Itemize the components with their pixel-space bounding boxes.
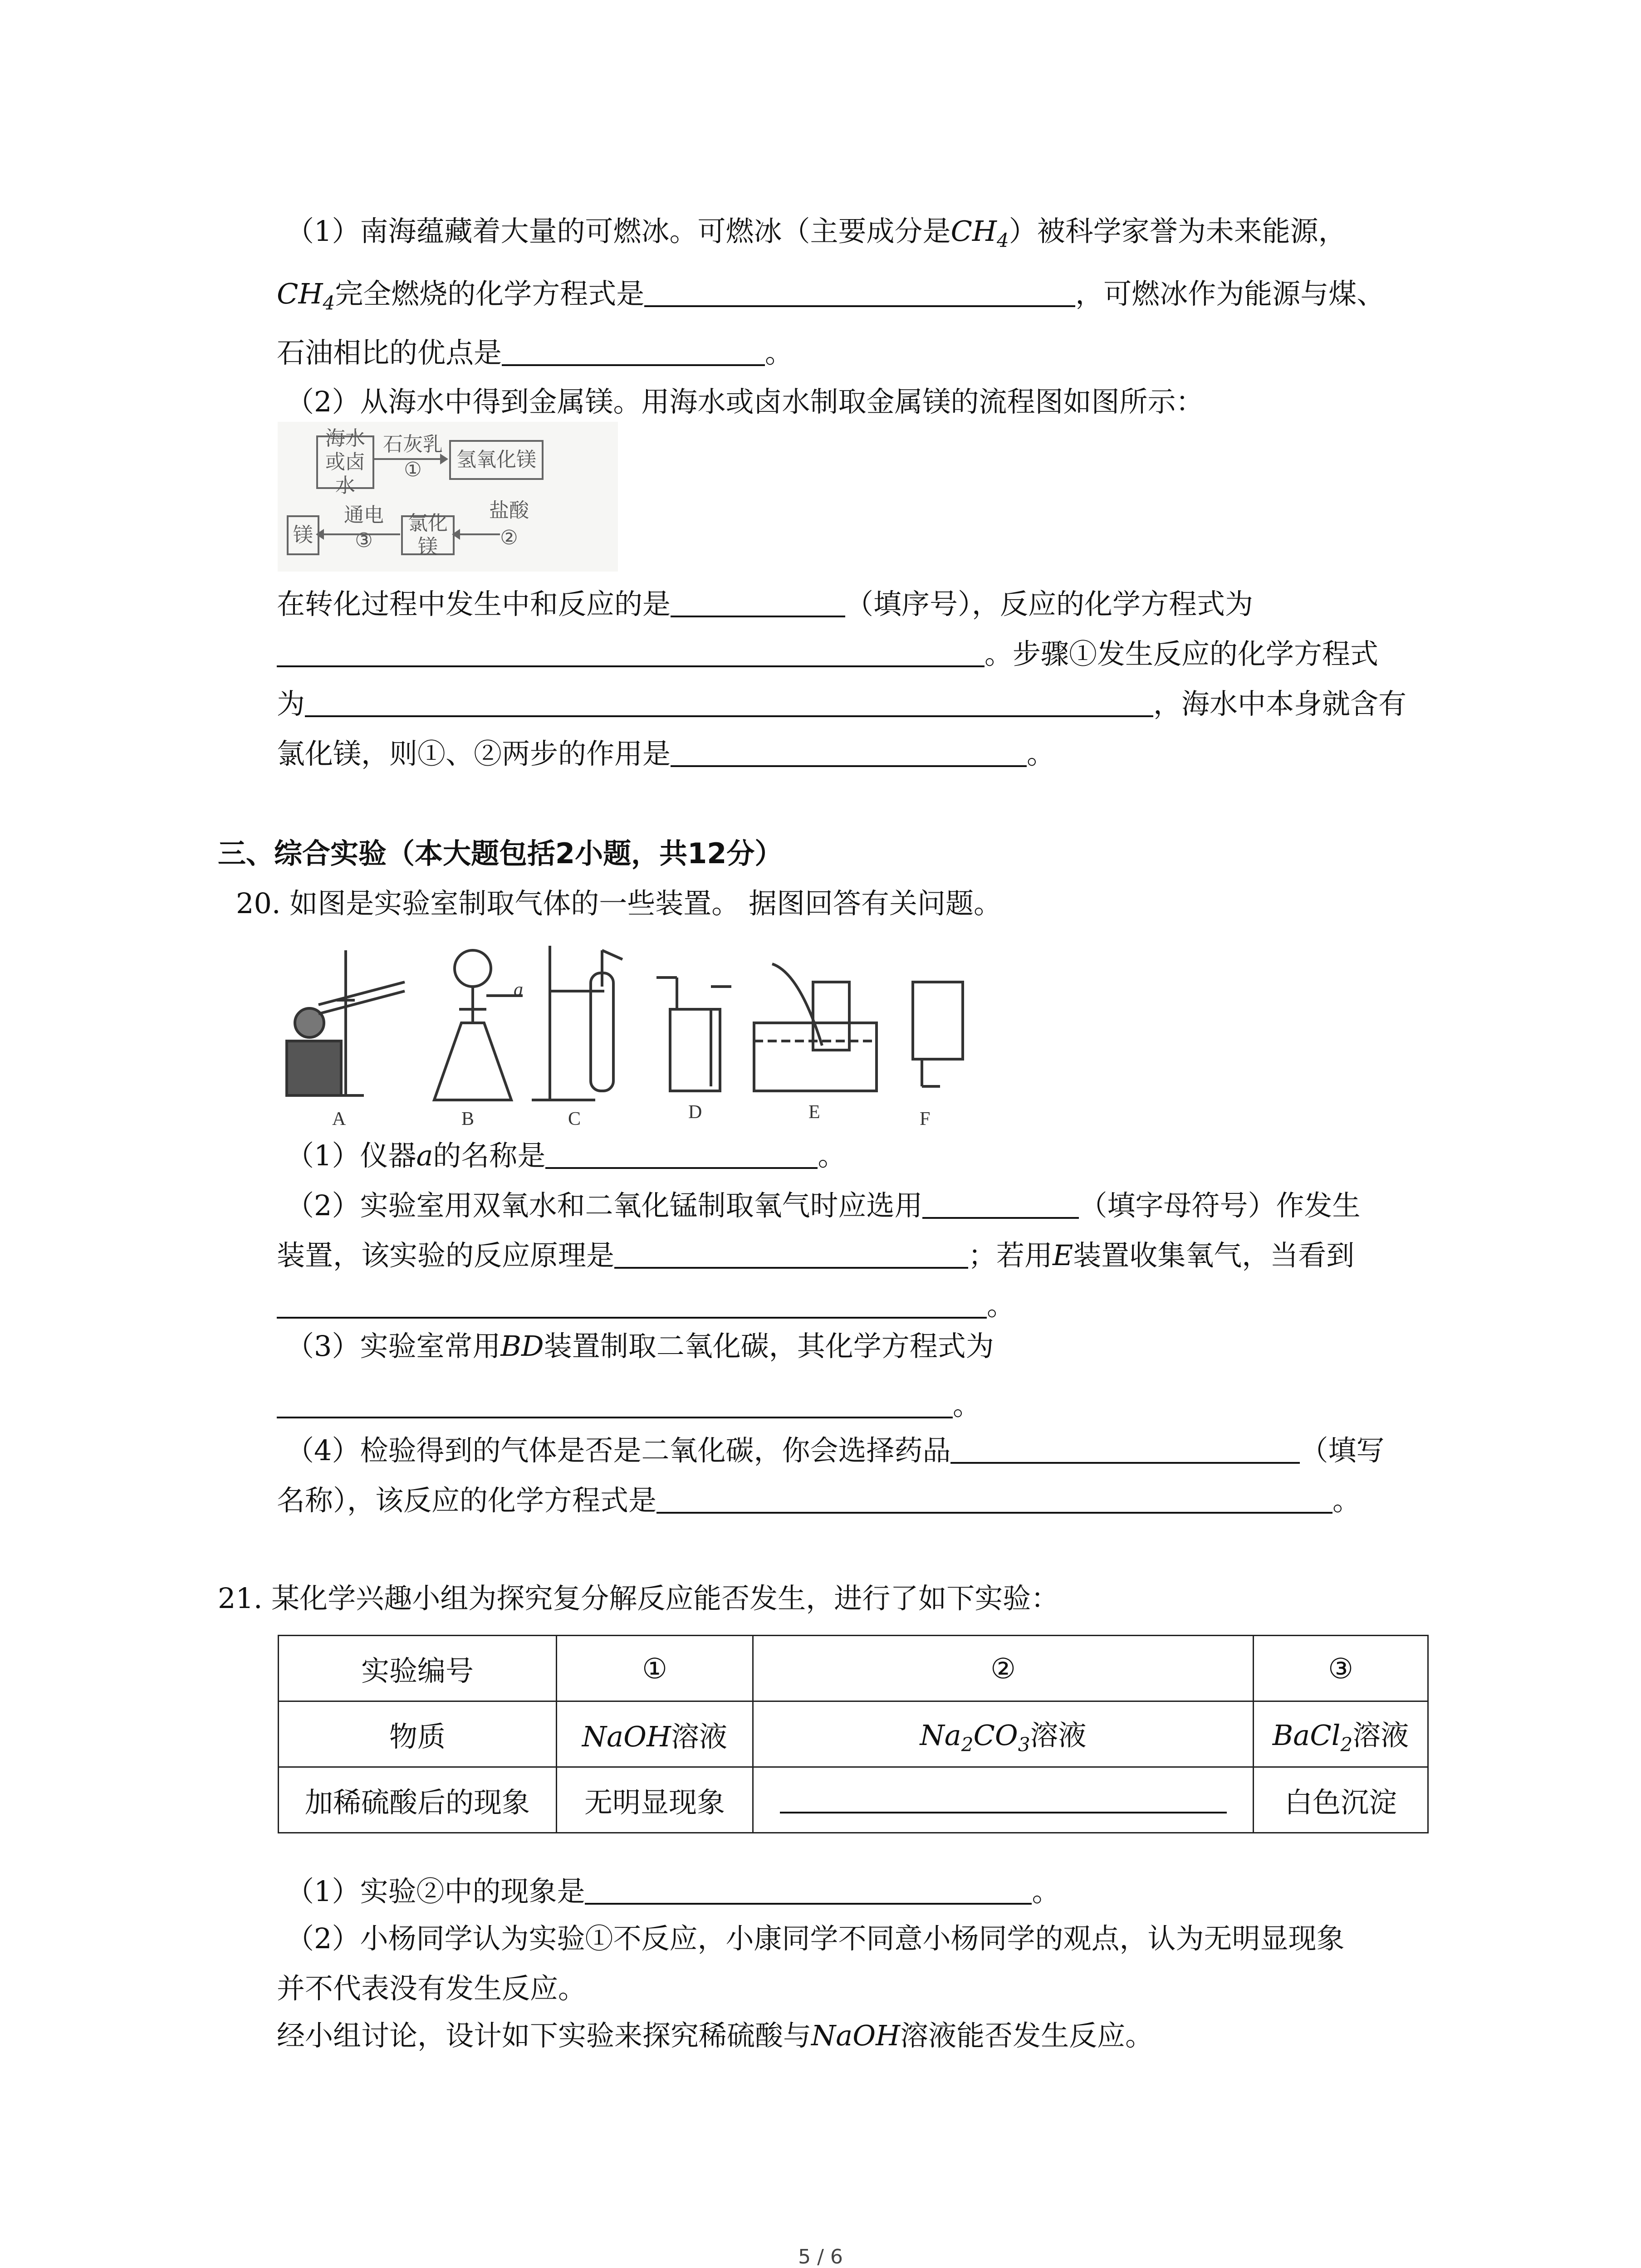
label-instrument-a: a: [514, 979, 523, 1000]
page-number: 5 / 6: [798, 2245, 843, 2268]
apparatus-a: [287, 950, 405, 1095]
q20-stem: 20. 如图是实验室制取气体的一些装置。 据图回答有关问题。: [236, 887, 1002, 920]
section-heading: 三、综合实验（本大题包括2小题，共12分）: [218, 837, 783, 870]
q20-p2-line3: 。: [277, 1287, 1015, 1324]
flow-arrow-3: [323, 533, 400, 535]
apparatus-d: [656, 978, 731, 1091]
table-row: [279, 1636, 1428, 1701]
answer-blank[interactable]: [502, 336, 765, 366]
table-cell: BaCl$_2$溶液: [1254, 1701, 1428, 1767]
lab-apparatus-figure: [278, 932, 990, 1127]
q19-p2-line3: 。步骤①发生反应的化学方程式: [277, 636, 1378, 672]
table-cell: [753, 1767, 1254, 1833]
answer-blank[interactable]: [922, 1189, 1079, 1219]
magnesium-flow-chart: [278, 422, 618, 572]
experiment-table: [278, 1635, 1429, 1833]
answer-blank[interactable]: [614, 1239, 968, 1269]
q21-p3: 经小组讨论，设计如下实验来探究稀硫酸与NaOH溶液能否发生反应。: [277, 2019, 1154, 2052]
table-row: [279, 1767, 1428, 1833]
q21-p1: （1）实验②中的现象是 。: [286, 1875, 1060, 1908]
flow-box-magnesium: 镁: [287, 515, 319, 555]
q19-p2-line2: 在转化过程中发生中和反应的是 （填序号），反应的化学方程式为: [277, 587, 1254, 621]
q20-p1: （1）仪器a的名称是 。: [286, 1139, 846, 1172]
answer-blank[interactable]: [656, 1484, 1332, 1514]
flow-arrow-1: [373, 458, 446, 460]
table-cell: $Na_2CO_3$溶液: [753, 1701, 1254, 1767]
answer-blank[interactable]: [780, 1784, 1227, 1813]
flow-arrow3-step: ③: [355, 529, 373, 552]
table-cell: ②: [753, 1636, 1254, 1701]
q20-p3-line1: （3）实验室常用BD装置制取二氧化碳，其化学方程式为: [286, 1330, 994, 1363]
flow-arrow2-step: ②: [500, 526, 518, 549]
apparatus-f: [913, 982, 963, 1086]
answer-blank[interactable]: [277, 1289, 987, 1319]
label-c-apparatus: C: [568, 1109, 581, 1127]
q19-p2-line4: 为 ，海水中本身就含有: [277, 687, 1407, 720]
table-cell: 物质: [279, 1701, 557, 1767]
flow-arrow3-reagent: 通电: [344, 503, 384, 527]
apparatus-c: [532, 946, 622, 1100]
table-row: [279, 1701, 1428, 1767]
flow-box-mg-hydroxide: 氢氧化镁: [449, 440, 544, 480]
label-a-apparatus: A: [332, 1109, 346, 1127]
answer-blank[interactable]: [545, 1139, 818, 1169]
table-cell: ①: [557, 1636, 753, 1701]
answer-blank[interactable]: [277, 1388, 953, 1418]
q21-stem: 21. 某化学兴趣小组为探究复分解反应能否发生，进行了如下实验：: [218, 1582, 1059, 1615]
q20-p4-line2: 名称），该反应的化学方程式是 。: [277, 1484, 1361, 1517]
table-cell: ③: [1254, 1636, 1428, 1701]
answer-blank[interactable]: [644, 277, 1075, 307]
q20-p3-line2: 。: [277, 1387, 981, 1423]
answer-blank[interactable]: [277, 637, 985, 667]
label-e-apparatus: E: [808, 1102, 820, 1123]
q20-p4-line1: （4）检验得到的气体是否是二氧化碳，你会选择药品 （填写: [286, 1434, 1385, 1467]
q21-p2-line1: （2）小杨同学认为实验①不反应，小康同学不同意小杨同学的观点，认为无明显现象: [286, 1922, 1345, 1955]
answer-blank[interactable]: [585, 1875, 1032, 1905]
flow-arrow1-reagent: 石灰乳: [383, 433, 443, 456]
flow-arrow2-reagent: 盐酸: [489, 499, 529, 522]
table-cell: NaOH溶液: [557, 1701, 753, 1767]
apparatus-b: [434, 950, 523, 1100]
table-cell: 加稀硫酸后的现象: [279, 1767, 557, 1833]
answer-blank[interactable]: [671, 737, 1027, 767]
label-f-apparatus: F: [920, 1109, 931, 1127]
label-b-apparatus: B: [461, 1109, 475, 1127]
q19-p2-line5: 氯化镁，则①、②两步的作用是 。: [277, 737, 1055, 770]
q19-p1-line3: 石油相比的优点是 。: [277, 336, 794, 369]
arrowhead-icon: [440, 454, 448, 464]
table-cell: 实验编号: [279, 1636, 557, 1701]
flow-box-mg-chloride: 氯化镁: [401, 515, 455, 555]
flow-arrow-2: [459, 533, 500, 535]
q20-p2-line2: 装置，该实验的反应原理是 ；若用E装置收集氧气，当看到: [277, 1239, 1355, 1272]
table-cell: 无明显现象: [557, 1767, 753, 1833]
flow-box-seawater: 海水或卤水: [316, 435, 374, 489]
flow-arrow1-step: ①: [404, 458, 422, 481]
q20-p2-line1: （2）实验室用双氧水和二氧化锰制取氧气时应选用 （填字母符号）作发生: [286, 1189, 1361, 1222]
answer-blank[interactable]: [950, 1434, 1300, 1464]
label-d-apparatus: D: [688, 1102, 702, 1123]
answer-blank[interactable]: [671, 587, 845, 617]
q19-p2-line1: （2）从海水中得到金属镁。用海水或卤水制取金属镁的流程图如图所示：: [286, 385, 1204, 418]
answer-blank[interactable]: [305, 687, 1153, 717]
q21-p2-line2: 并不代表没有发生反应。: [277, 1972, 587, 2005]
apparatus-e: [754, 964, 877, 1091]
table-cell: 白色沉淀: [1254, 1767, 1428, 1833]
q19-p1-line1: （1）南海蕴藏着大量的可燃冰。可燃冰（主要成分是$CH_4$）被科学家誉为未来能源，: [286, 215, 1347, 252]
q19-p1-line2: $CH_4$完全燃烧的化学方程式是 ，可燃冰作为能源与煤、: [277, 277, 1385, 314]
